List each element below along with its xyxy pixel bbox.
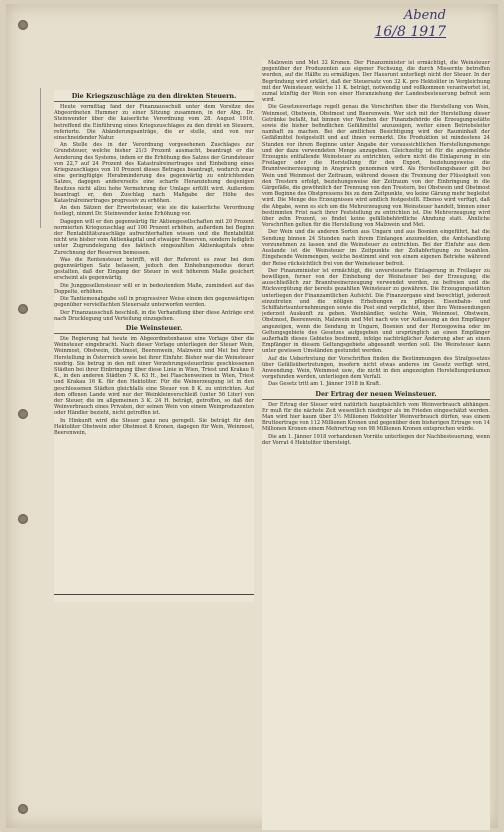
paragraph: Der Ertrag der Steuer wird natürlich hauptsächlich vom Weinverbrauch abhängen. Er muß für die nächste Zeit wesentlich niedriger als im Frieden eingeschätzt werden. Man wird hier kaum über 3½ Millionen Hektoliter Weinverbrauch dürfen, was einem Bruttoertrage von 112 Millionen Kronen und gegenüber dem bisherigen Ertrage von 14 Millionen Kronen einem Mehrertrag von 98 Millionen Kronen entsprechen würde.	[262, 401, 490, 433]
paragraph: An den Sätzen der Erwerbsteuer, wie sie die kaiserliche Verordnung festlegt, nimmt Dr. Steinwender keine Erhöhung vor.	[54, 205, 254, 218]
article-heading-wine-tax-yield: Der Ertrag der neuen Weinsteuer.	[262, 390, 490, 400]
paragraph: Auf die Uebertretung der Vorschriften finden die Bestimmungen des Strafgesetzes über Gefällsübertretungen, insofern nicht etwas anderes im Gesetz verfügt wird, Anwendung. Wein, Weinmost usw., die nicht in den angezeigten Herstellungsräumen vorgefunden werden, unterliegen dem Verfall.	[262, 355, 490, 381]
paragraph: Die Tantiemenabgabe soll in progressiver Weise einem den gegenwärtigen gegenüber vervielfachten Steuersatz unterworfen werden.	[54, 296, 254, 309]
article-heading-wine-tax: Die Weinsteuer.	[54, 324, 254, 334]
paragraph: Die Junggesellensteuer will er in bedeutendem Maße, zumindest auf das Doppelte, erhöhen.	[54, 282, 254, 295]
paragraph: Die Regierung hat heute im Abgeordnetenhause eine Vorlage über die Weinsteuer eingebracht. Nach dieser Vorlage unterliegen der Steuer Wein, Weinmost, Obstwein, Obstmost, Beerenwein, Malzwein und Met bei ihrer Herstellung in Österreich sowie bei ihrer Einfuhr. Bisher war die Weinsteuer niedrig. Sie betrug in den mit einer Verzehrungssteuerlinie geschlossenen Städten bei ihrer Einbringung über diese Linie in Wien, Triest und Krakau 8 K., in den anderen Städten 7 K. 63 H., bei Flaschenweinen in Wien, Triest und Krakau 16 K. für den Hektoliter. Für die Weinerzeugung ist in den geschlossenen Städten gleichfalls eine Steuer von 8 K. zu entrichten. Auf dem offenen Lande wird nur der Weinkleinverschleiß (unter 56 Liter) von der Steuer, die im allgemeinen 3 K. 24 H. beträgt, getroffen, so daß der Weinverbrauch eines Privaten, der seinen Wein von einem Weinproduzenten oder Händler bezieht, nicht getroffen ist.	[54, 335, 254, 417]
paragraph: Der Finanzminister ist ermächtigt, die unversteuerte Einlagerung in Freilager zu bewilligen, ferner von der Einhebung der Weinsteuer bei der Erzeugung, die ausschließlich zur Branntweinerzeugung verwendet werden, zu befreien und die Rückvergütung der bereits gezahlten Weinsteuer zu gewähren. Die Erzeugungsstätten unterliegen der Finanzamtlichen Aufsicht. Die Finanzorgane sind berechtigt, jederzeit einzutreten und die nötigen Erhebungen zu pflegen. Eisenbahn- und Schiffahrtsunternehmungen sowie die Post sind verpflichtet, über ihre Weinsendungen jederzeit Auskunft zu geben. Weinhändler, welche Wein, Weinmost, Obstwein, Obstmost, Beerenwein, Malzwein und Met nach wie vor Auflassung an den Empfänger angezeigen, wenn die Sendung in Ungarn, Bosnien und der Herzegowina oder im Geltungsgebiete des Gesetzes aufgegeben und ursprünglich an einen Empfänger außerhalb dieses Gebietes bestimmt, infolge nachträglicher Änderung aber an einen Empfänger in diesem Geltungsgebiete abgesandt werden soll. Die Weinsteuer kann unter gewissen Umständen gestundet werden.	[262, 267, 490, 355]
paragraph: Was die Rentensteuer betrifft, will der Referent es zwar bei dem gegenwärtigen Satz belassen, jedoch den Einhebungsmodus derart gestalten, daß der Eingang der Steuer in weit höherem Maße gesichert erscheint als gegenwärtig.	[54, 256, 254, 282]
punch-hole	[18, 409, 28, 419]
punch-hole	[18, 304, 28, 314]
paragraph: Dagegen will er den gegenwärtig für Aktiengesellschaften mit 20 Prozent normierten Kriegszuschlag auf 100 Prozent erhöhen, außerdem bei Beginn der Rentabilitätszuschläge aufrechterhalten wissen und die Rentabilität nicht wie bisher vom Aktienkapital und etwaiger Reserven, sondern lediglich unter Zugrundelegung des faktisch eingezahlten Aktienkapitals ohne Zurechnung der Reserven bemessen.	[54, 218, 254, 256]
clipping-left-column	[54, 90, 254, 602]
pencil-margin-mark	[40, 88, 51, 228]
archive-sheet	[6, 4, 498, 828]
paragraph: Das Gesetz tritt am 1. Jänner 1918 in Kraft.	[268, 381, 381, 388]
binding-holes	[16, 4, 32, 828]
paragraph: In Hinkunft wird die Steuer ganz neu geregelt. Sie beträgt für den Hektoliter Obstwein oder Obstmost 8 Kronen, dagegen für Wein, Weinmost, Beerenwein,	[54, 417, 254, 436]
article-heading-war-surcharges: Die Kriegszuschläge zu den direkten Steuern.	[54, 92, 254, 102]
paragraph: Malzwein und Met 32 Kronen. Der Finanzminister ist ermächtigt, die Weinsteuer gegenüber der Produzenten aus eigener Fechsung, die durch Missernte betroffen werden, auf die Hälfte zu ermäßigen. Der Hausrunt unterliegt nicht der Steuer. In der Begründung wird erklärt, daß der Steuersatz von 32 K. pro Hektoliter in Vergleichung mit der Weinsteuer, welche 11 K. beträgt, notwendig und vollkommen verantwortet ist, zumal künftig der Wein von einer Heranziehung der Landesbesteuerung befreit sein wird.	[262, 60, 490, 104]
punch-hole	[18, 514, 28, 524]
handwritten-note	[374, 8, 446, 40]
handwritten-edition: Abend	[403, 8, 446, 23]
paragraph: Die am 1. Jänner 1918 vorhandenen Vorräte unterliegen der Nachbesteuerung, wenn der Vorrat 4 Hektoliter übersteigt.	[262, 433, 490, 446]
paragraph: Heute vormittag fand der Finanzausschuß unter dem Vorsitze des Abgeordneten Hummer zu einer Sitzung zusammen, in der Abg. Dr. Steinwender über die kaiserliche Verordnung vom 28. August 1916, betreffend die Einführung eines Kriegszuschlages zu den direkt en Steuern, referierte. Die Abänderungsanträge, die er stelle, sind von nur einschneidender Natur.	[54, 104, 254, 142]
punch-hole	[18, 20, 28, 30]
clipping-edge	[54, 594, 254, 596]
clipping-right-column	[262, 60, 490, 830]
paragraph: Die Gesetzesvorlage regelt genau die Vorschriften über die Herstellung von Wein, Weinmost, Obstwein, Obstmost und Beerenwein. Wer sich mit der Herstellung dieser Getränke befaßt, hat binnen vier Wochen der Finanzbehörde die Erzeugungsstätte sowie die bisher befindlichen Gefäßmittel anzuzeigen, weiter einen Betriebsleiter namhaft zu machen. Bei der amtlichen Besichtigung wird der Rauminhalt der Gefäßmittel festgestellt und auf ihnen vermerkt. Die Produktion ist mindestens 24 Stunden vor ihrem Beginne unter Angabe der voraussichtlichen Herstellungsmenge und der dazu verwendeten Menge anzugeben. Gleichzeitig ist für die angemeldete Erzeugnis entfallende Weinsteuer zu entrichten, sofern nicht die Einlagerung in ein Freilager oder die Herstellung für den Export, beziehungsweise die Branntweinerzeugung in Anspruch genommen wird. Als Herstellungsbauer gilt bei Wein und Weinmost der Zeitraum, während dessen die Trennung der Flüssigkeit von den Trestern erfolgt, beziehungsweise der Zeitraum von der Einbringung in die Gärgefäße, die gewöhnlich der Trennung von den Trestern, bei Obstwein und Obstmost vom Beginne des Obstpressens bis zu dem Zeitpunkte, wo keine Gärung mehr begleitet wird. Die Menge des Erzeugnisses wird amtlich festgestellt. Ebenso wird verfügt, daß die Abgabe, wenn es sich um die Mehrerzeugung von Weinsteuer handelt, binnen einer bestimmten Frist nach ihrer Feststellung zu entrichten ist. Die Mehrerzeugung wird über zehn Prozent, so findet keine gefällsbehördliche Ahndung statt. Ähnliche Vorschriften gelten für die Herstellung von Malzwein und Met.	[262, 104, 490, 229]
punch-hole	[18, 804, 28, 814]
paragraph: An Stelle des in der Verordnung vorgesehenen Zuschlages zur Grundsteuer, welche bisher 21/3 Prozent ausmacht, beantragt er die Aenderung des Systems, indem er die Erhöhung des Satzes der Grundsteuer von 22,7 auf 24 Prozent des Katastralreinertrages und Einhebung eines Kriegszuschlages von 10 Prozent dieses Betrages beantragt, wodurch zwar eine geringfügige Herabminderung des gegenwärtig zu entrichtenden Satzes, dagegen andererseits eine scharfe Heranziehung desjenigen Besitzes nicht allzu hohe Vermehrung der Umlage erfüllt wird. Außerdem beantragt er, den Zuschlag nach Maßgabe der Höhe des Katastralreinertrages progressiv zu erhöhen.	[54, 142, 254, 205]
handwritten-date: 16/8 1917	[374, 24, 446, 40]
paragraph: Der Wein und die anderen Sorten aus Ungarn und aus Bosnien eingeführt, hat die Sendung binnen 24 Stunden nach ihrem Einlangen anzumelden, die Amtshandlung vorzunehmen zu lassen und die Weinsteuer zu entrichten. Bei der Einfuhr aus dem Auslande ist die Weinsteuer im Zeitpunkte der Zollabfertigung zu bezahlen. Eingehende Weinmengen, welche bestimmt sind von einem eigenen Betriebe während der Reise rücksichtlich frei von der Weinsteuer befreit.	[262, 229, 490, 267]
paragraph: Der Finanzausschuß beschloß, in die Verhandlung über diese Anträge erst nach Drucklegung und Verteilung einzugehen.	[54, 309, 254, 322]
